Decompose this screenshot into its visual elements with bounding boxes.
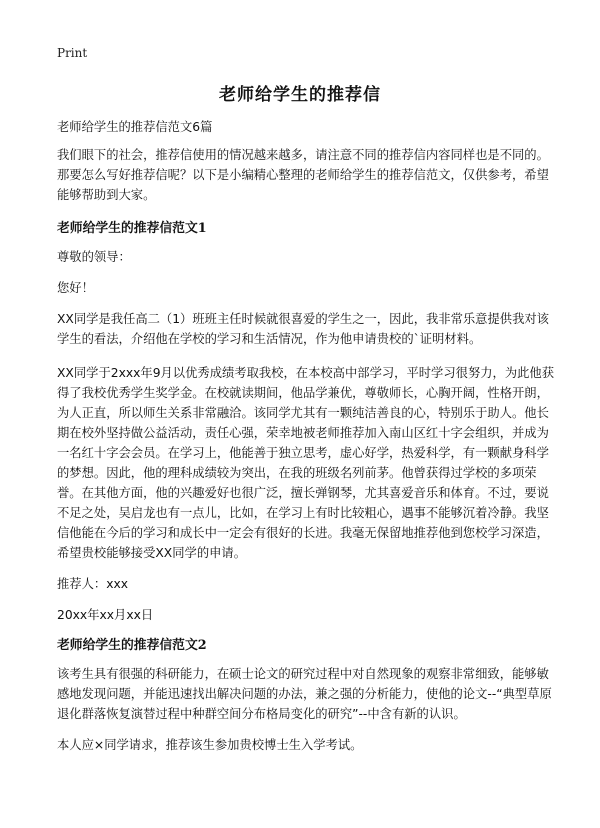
print-link[interactable]: Print <box>57 46 88 60</box>
document-subtitle: 老师给学生的推荐信范文6篇 <box>57 120 213 134</box>
letter1-heading: 老师给学生的推荐信范文1 <box>57 221 207 236</box>
letter1-paragraph-1: XX同学是我任高二（1）班班主任时候就很喜爱的学生之一，因此，我非常乐意提供我对该学生的看法，介绍他在学校的学习和生活情况，作为他申请贵校的`证明材料。 <box>57 312 549 346</box>
letter2-heading: 老师给学生的推荐信范文2 <box>57 638 207 653</box>
letter1-greeting: 您好！ <box>57 281 94 295</box>
letter2-paragraph-2: 本人应×同学请求，推荐该生参加贵校博士生入学考试。 <box>57 738 363 752</box>
letter1-paragraph-2: XX同学于2xxx年9月以优秀成绩考取我校，在本校高中部学习，平时学习很努力，为此他获得了我校优秀学生奖学金。在校就读期间，他品学兼优，尊敬师长，心胸开阔，性格开朗，为人正直，所以师生关系非常融洽。该同学尤其有一颗纯洁善良的心，特别乐于助人。他长期在校外坚持做公益活动，责任心强，荣幸地被老师推荐加入南山区红十字会组织，并成为一名红十字会会员。在学习上，他能善于独立思考，虚心好学，热爱科学，有一颗献身科学的梦想。因此，他的理科成绩较为突出，在我的班级名列前茅。他曾获得过学校的多项荣誉。在其他方面，他的兴趣爱好也很广泛，擅长弹钢琴，尤其喜爱音乐和体育。不过，要说不足之处，吴启龙也有一点儿，比如，在学习上有时比较粗心，遇事不能够沉着冷静。我坚信他能在今后的学习和成长中一定会有很好的长进。我毫无保留地推荐他到您校学习深造，希望贵校能够接受XX同学的申请。 <box>57 366 555 560</box>
letter1-recommender: 推荐人：xxx <box>57 577 129 591</box>
letter2-paragraph-1: 该考生具有很强的科研能力，在硕士论文的研究过程中对自然现象的观察非常细致，能够敏感地发现问题，并能迅速找出解决问题的办法，兼之强的分析能力，使他的论文--“典型草原退化群落恢复演替过程中种群空间分布格局变化的研究”--中含有新的认识。 <box>57 667 552 721</box>
document-title: 老师给学生的推荐信 <box>219 85 381 105</box>
letter1-salutation: 尊敬的领导： <box>57 250 131 264</box>
letter1-date: 20xx年xx月xx日 <box>57 608 154 622</box>
document-body <box>57 117 557 755</box>
intro-paragraph: 我们眼下的社会，推荐信使用的情况越来越多，请注意不同的推荐信内容同样也是不同的。那要怎么写好推荐信呢？以下是小编精心整理的老师给学生的推荐信范文，仅供参考，希望能够帮助到大家。 <box>57 148 549 202</box>
